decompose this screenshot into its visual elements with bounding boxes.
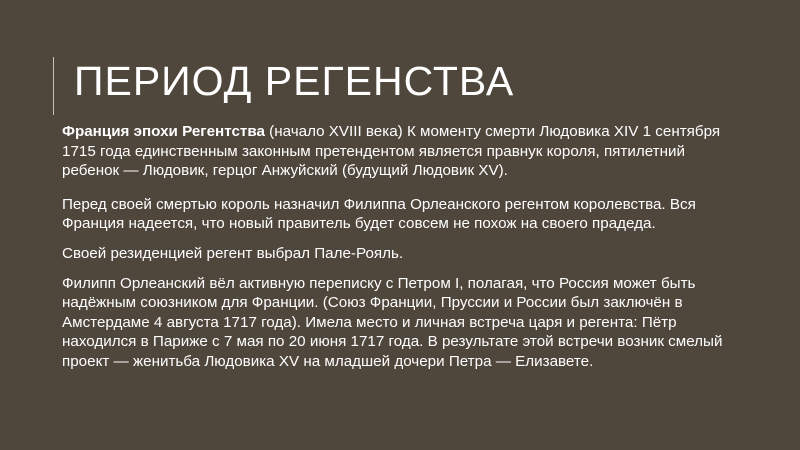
paragraph-2: Перед своей смертью король назначил Филиппа Орлеанского регентом королевства. Вся Франция надеется, что новый правитель будет совсем не похож на своего прадеда. bbox=[62, 195, 696, 233]
paragraph-4: Филипп Орлеанский вёл активную переписку с Петром I, полагая, что Россия может быть надёжным союзником для Франции. (Союз Франции, Пруссии и России был заключён в Амстердаме 4 августа 1717 года). Имела место и личная встреча царя и регента: Пётр находился в Париже с 7 мая по 20 июня 1717 года. В результате этой встречи возник смелый проект — женитьба Людовика XV на младшей дочери Петра — Елизавете. bbox=[62, 274, 723, 370]
slide-body bbox=[62, 122, 734, 382]
slide-title: ПЕРИОД РЕГЕНСТВА bbox=[74, 58, 515, 104]
paragraph-1 bbox=[62, 122, 734, 181]
paragraph-1-lead: Франция эпохи Регентства bbox=[62, 123, 265, 140]
paragraph-3: Своей резиденцией регент выбрал Пале-Рояль. bbox=[62, 244, 404, 262]
paragraph-1-text: (начало XVIII века) К моменту смерти Людовика XIV 1 сентября 1715 года единственным законным претендентом является правнук короля, пятилетний ребенок — Людовик, герцог Анжуйский (будущий Людовик XV). bbox=[62, 123, 721, 180]
title-accent-line bbox=[53, 57, 54, 115]
